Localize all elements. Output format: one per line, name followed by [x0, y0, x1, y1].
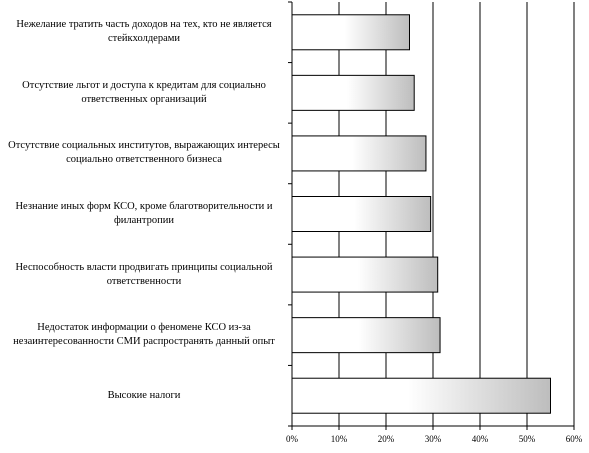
- bar: [292, 197, 431, 232]
- x-tick-labels: [286, 426, 583, 444]
- bar: [292, 75, 414, 110]
- x-tick-label: 60%: [565, 434, 583, 444]
- x-tick-label: 30%: [424, 434, 442, 444]
- x-tick-label: 20%: [377, 434, 395, 444]
- bar: [292, 318, 440, 353]
- x-tick-label: 50%: [518, 434, 536, 444]
- category-label: Отсутствие социальных институтов, выражающих интересы социально ответственного бизнеса: [8, 140, 280, 166]
- category-label: Недостаток информации о феномене КСО из-за незаинтересованности СМИ распространять данный опыт: [13, 322, 275, 348]
- bars: [292, 15, 551, 413]
- bar: [292, 257, 438, 292]
- category-label: Отсутствие льгот и доступа к кредитам для социально ответственных организаций: [22, 79, 266, 105]
- bar: [292, 136, 426, 171]
- category-label: Высокие налоги: [107, 389, 181, 401]
- x-tick-label: 0%: [286, 434, 298, 444]
- category-label: Неспособность власти продвигать принципы социальной ответственности: [15, 261, 273, 287]
- category-label: Нежелание тратить часть доходов на тех, кто не является стейкхолдерами: [16, 19, 272, 45]
- bar: [292, 15, 410, 50]
- bar: [292, 378, 551, 413]
- x-tick-label: 40%: [471, 434, 489, 444]
- category-label: Незнание иных форм КСО, кроме благотворительности и филантропии: [15, 201, 273, 226]
- x-tick-label: 10%: [330, 434, 348, 444]
